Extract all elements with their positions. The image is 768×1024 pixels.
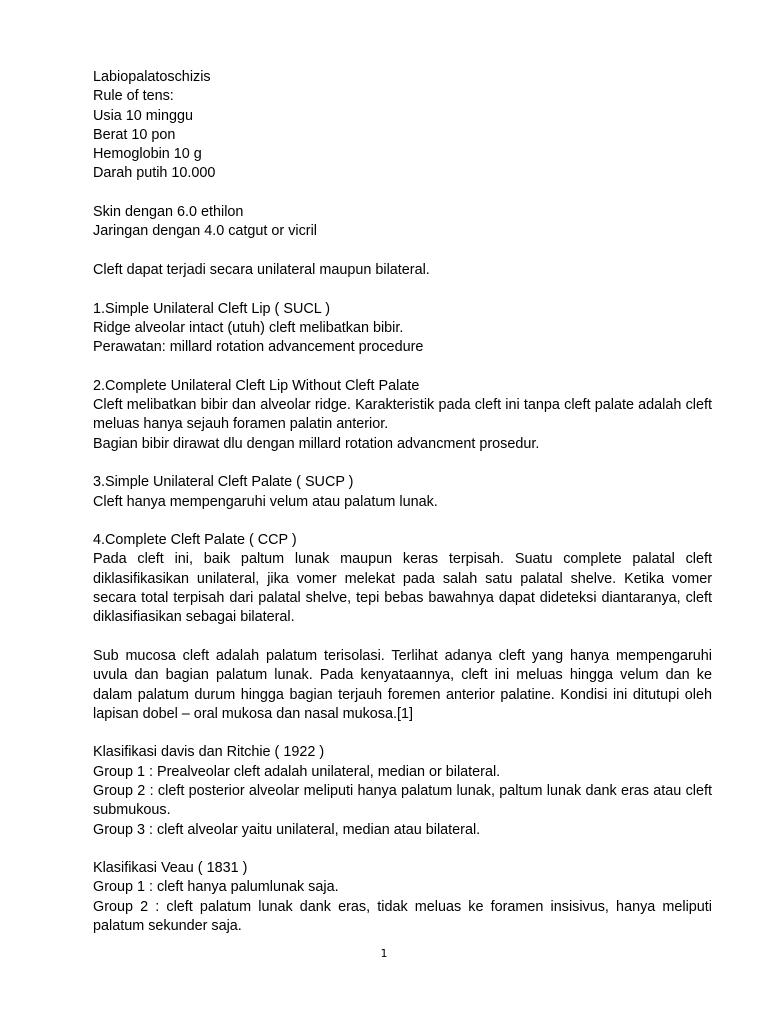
section-paragraph: Pada cleft ini, baik paltum lunak maupun keras terpisah. Suatu complete palatal cleft diklasifikasikan unilateral, jika vomer melekat pada salah satu palatal shelve. Ketika vomer secara total terpisah dari palatal shelve, tepi bebas bawahnya dapat dideteksi diantaranya, cleft diklasifiasikan sebagai bilateral. [93, 551, 712, 626]
suture-block [93, 203, 712, 242]
rule-hemoglobin: Hemoglobin 10 g [93, 146, 202, 163]
intro-text: Cleft dapat terjadi secara unilateral maupun bilateral. [93, 261, 430, 278]
section-title: 1.Simple Unilateral Cleft Lip ( SUCL ) [93, 300, 330, 317]
group-item: Group 2 : cleft posterior alveolar meliputi hanya palatum lunak, paltum lunak dank eras atau cleft submukous. [93, 782, 712, 819]
section-text: Ridge alveolar intact (utuh) cleft melibatkan bibir. [93, 319, 404, 336]
rule-of-tens-heading: Rule of tens: [93, 88, 174, 105]
rule-age: Usia 10 minggu [93, 107, 193, 124]
section-paragraph: Cleft melibatkan bibir dan alveolar ridge. Karakteristik pada cleft ini tanpa cleft palate adalah cleft meluas hanya sejauh foramen palatin anterior. [93, 397, 712, 433]
spacer [93, 357, 712, 376]
spacer [93, 454, 712, 473]
rule-wbc: Darah putih 10.000 [93, 165, 216, 182]
spacer [93, 840, 712, 859]
document-title: Labiopalatoschizis [93, 69, 211, 85]
section-title: 4.Complete Cleft Palate ( CCP ) [93, 532, 297, 549]
spacer [93, 512, 712, 531]
section-text: Perawatan: millard rotation advancement procedure [93, 339, 424, 356]
section-title: Klasifikasi davis dan Ritchie ( 1922 ) [93, 744, 325, 761]
spacer [93, 724, 712, 743]
document-page [93, 68, 712, 936]
spacer [93, 628, 712, 647]
section-ccp [93, 531, 712, 627]
spacer [93, 184, 712, 203]
section-title: Klasifikasi Veau ( 1831 ) [93, 860, 248, 877]
header-block [93, 68, 712, 184]
rule-weight: Berat 10 pon [93, 126, 176, 143]
spacer [93, 242, 712, 261]
section-sucp [93, 473, 712, 512]
section-title: 2.Complete Unilateral Cleft Lip Without Cleft Palate [93, 377, 420, 394]
section-paragraph: Bagian bibir dirawat dlu dengan millard rotation advancment prosedur. [93, 435, 540, 452]
page-number: 1 [380, 947, 388, 960]
suture-tissue: Jaringan dengan 4.0 catgut or vicril [93, 223, 317, 240]
section-title: 3.Simple Unilateral Cleft Palate ( SUCP ) [93, 474, 354, 491]
section-sucl [93, 300, 712, 358]
section-cucl [93, 377, 712, 454]
section-veau [93, 859, 712, 936]
submucosa-paragraph: Sub mucosa cleft adalah palatum terisolasi. Terlihat adanya cleft yang hanya mempengaruhi uvula dan bagian palatum lunak. Pada kenyataannya, cleft ini meluas hingga velum dan ke dalam palatum durum hingga bagian terjauh foremen anterior palatine. Kondisi ini ditutupi oleh lapisan dobel – oral mukosa dan nasal mukosa.[1] [93, 647, 712, 722]
group-item: Group 1 : Prealveolar cleft adalah unilateral, median or bilateral. [93, 763, 501, 780]
section-davis-ritchie [93, 743, 712, 839]
suture-skin: Skin dengan 6.0 ethilon [93, 204, 244, 221]
spacer [93, 280, 712, 299]
group-item: Group 1 : cleft hanya palumlunak saja. [93, 879, 339, 896]
section-text: Cleft hanya mempengaruhi velum atau palatum lunak. [93, 493, 438, 510]
group-item: Group 2 : cleft palatum lunak dank eras, tidak meluas ke foramen insisivus, hanya meliputi palatum sekunder saja. [93, 898, 712, 935]
group-item: Group 3 : cleft alveolar yaitu unilateral, median atau bilateral. [93, 821, 481, 838]
